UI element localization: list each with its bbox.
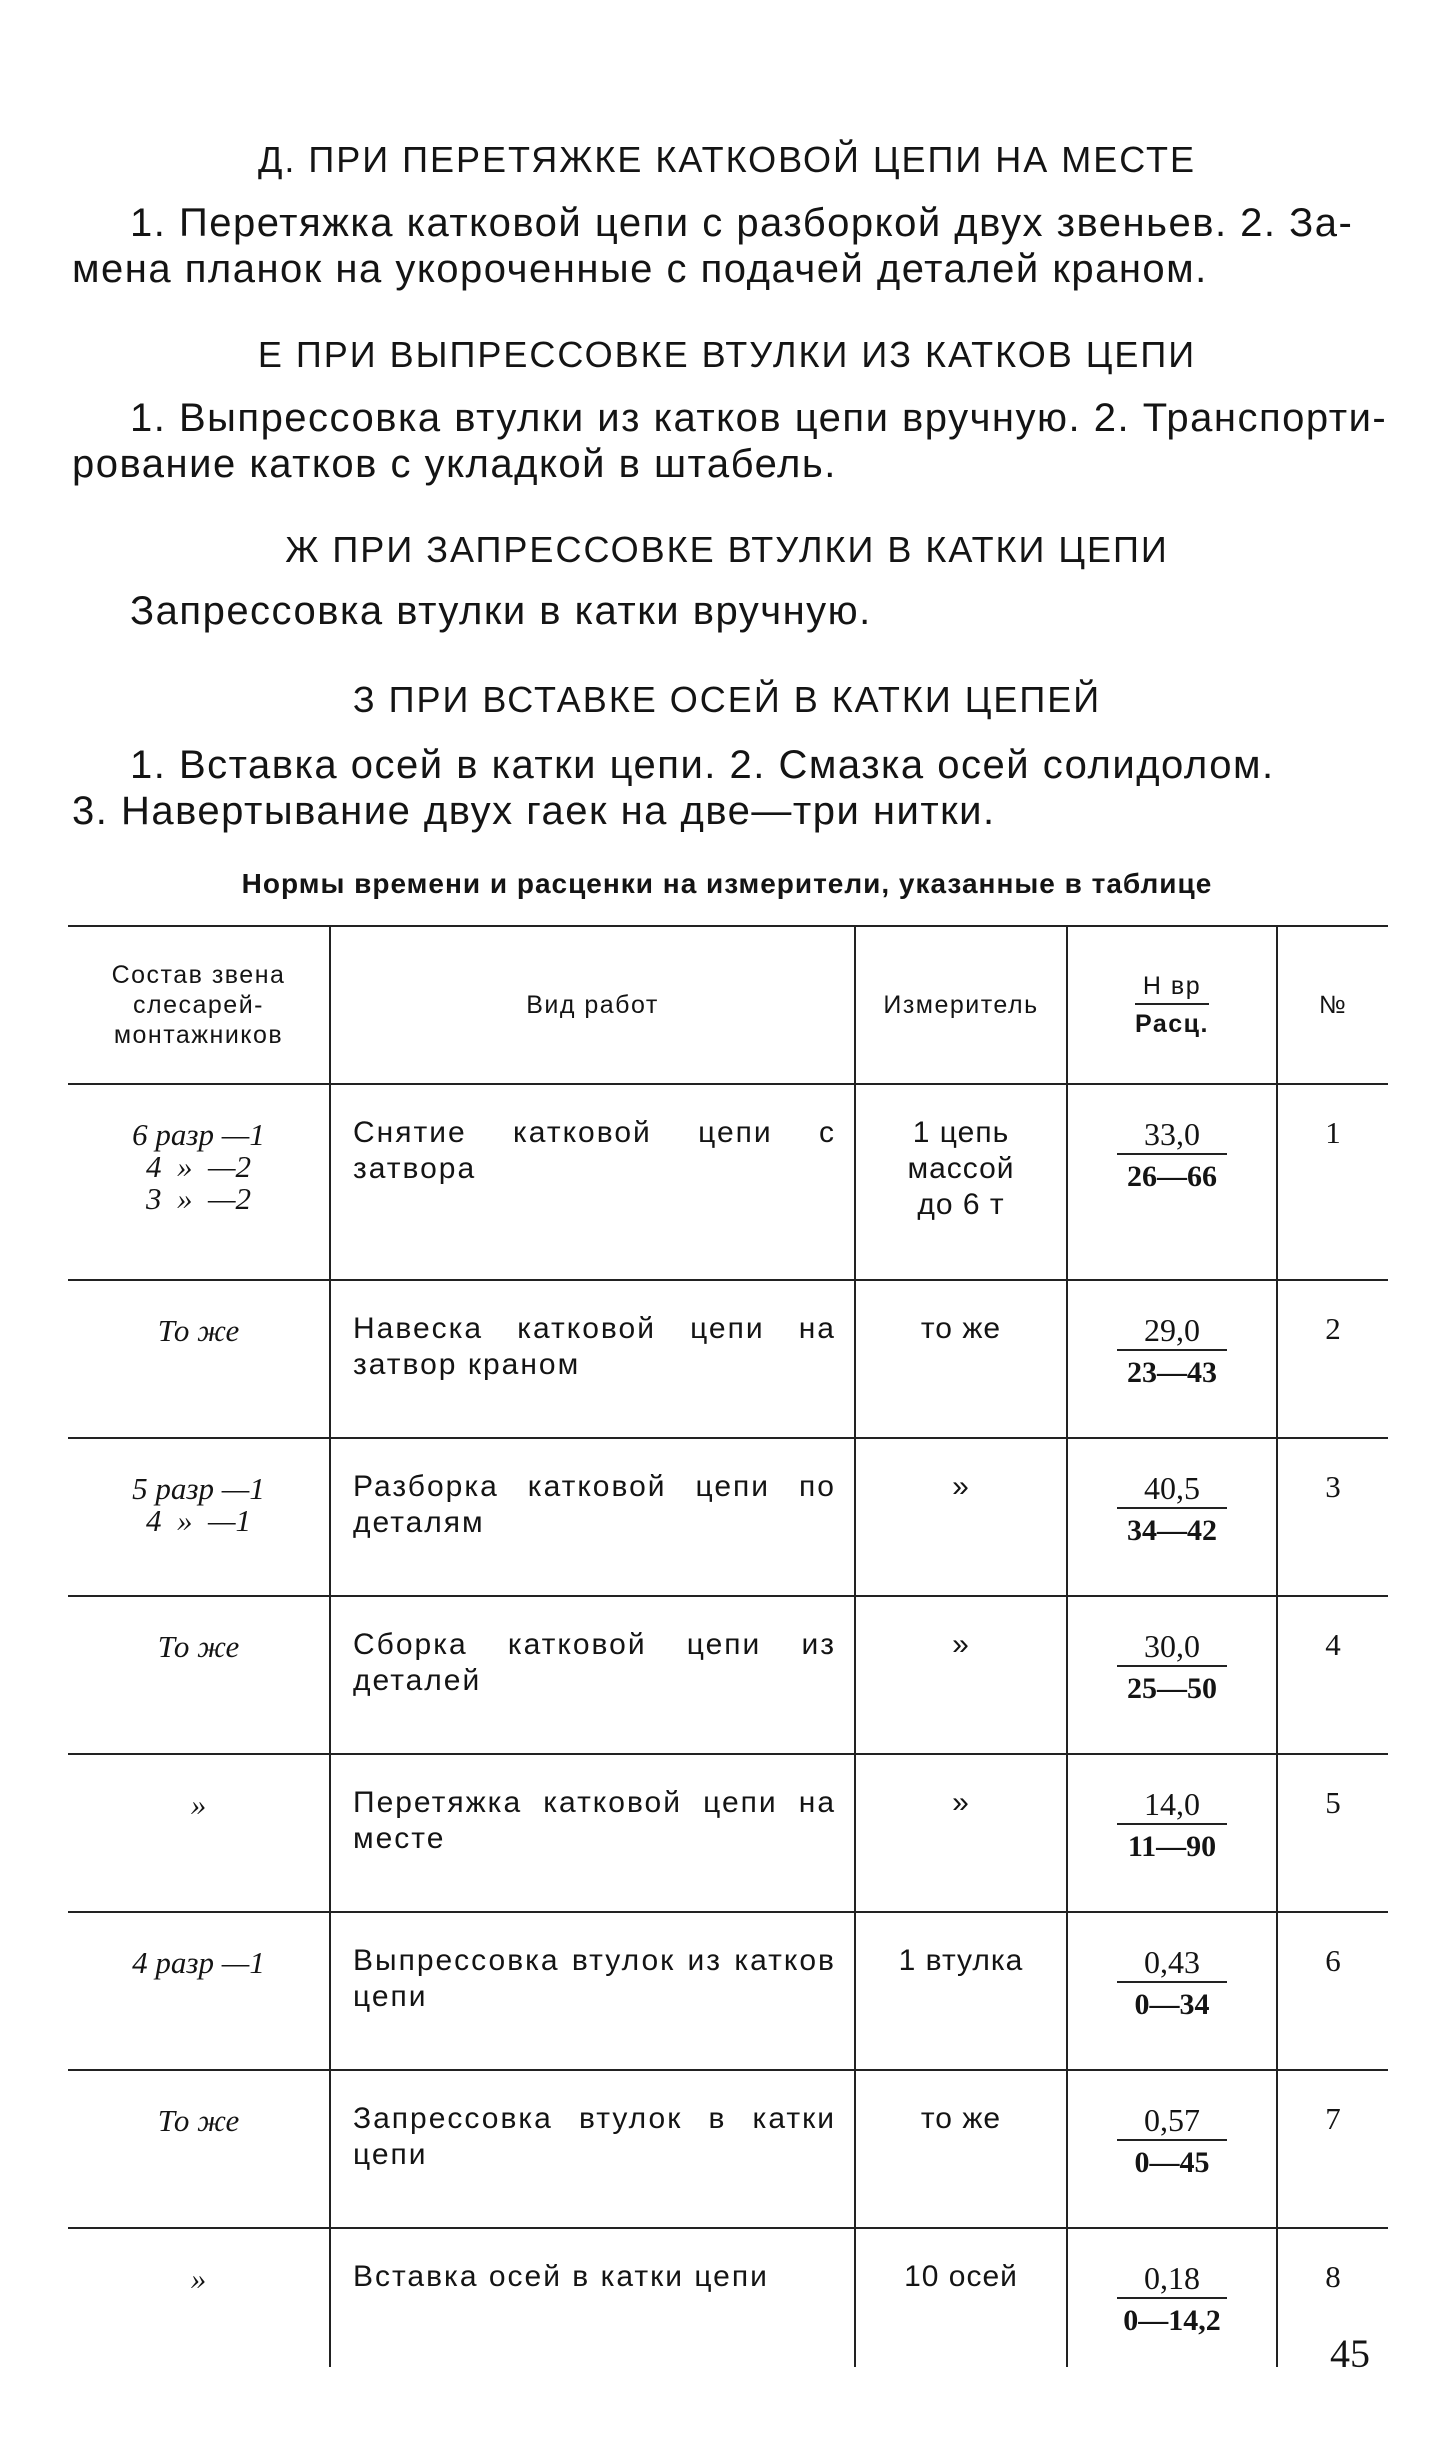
measure-cell bbox=[855, 1754, 1067, 1912]
table-body bbox=[68, 1084, 1388, 2367]
row-number: 7 bbox=[1277, 2070, 1388, 2228]
rate-price: 0—45 bbox=[1134, 2146, 1210, 2179]
norm-time: 33,0 bbox=[1117, 1115, 1227, 1155]
section-text-z bbox=[72, 742, 1394, 834]
text-line: рование катков с укладкой в штабель. bbox=[72, 442, 837, 486]
crew-cell bbox=[68, 1596, 330, 1754]
rate-price: 26—66 bbox=[1127, 1160, 1217, 1193]
crew-cell bbox=[68, 2228, 330, 2367]
measure-line: массой bbox=[907, 1152, 1015, 1185]
crew-line: 4 разр —1 bbox=[132, 1945, 265, 1980]
work-cell: Сборка катковой цепи из деталей bbox=[330, 1596, 855, 1754]
header-rate-fraction bbox=[1135, 971, 1209, 1039]
crew-cell bbox=[68, 1754, 330, 1912]
measure-line: » bbox=[952, 1628, 970, 1661]
rate-cell bbox=[1067, 1438, 1277, 1596]
header-rate bbox=[1067, 926, 1277, 1084]
measure-cell bbox=[855, 1438, 1067, 1596]
text-line: Запрессовка втулки в катки вручную. bbox=[130, 589, 872, 633]
work-cell: Перетяжка катковой цепи на месте bbox=[330, 1754, 855, 1912]
header-work: Вид работ bbox=[330, 926, 855, 1084]
table-header-row bbox=[68, 926, 1388, 1084]
table-row bbox=[68, 1912, 1388, 2070]
table-caption: Нормы времени и расценки на измерители, указанные в таблице bbox=[241, 868, 1213, 899]
table-row bbox=[68, 1280, 1388, 1438]
row-number: 1 bbox=[1277, 1084, 1388, 1280]
crew-cell bbox=[68, 2070, 330, 2228]
measure-line: 10 осей bbox=[904, 2260, 1018, 2293]
rate-cell bbox=[1067, 1596, 1277, 1754]
section-heading-e: Е ПРИ ВЫПРЕССОВКЕ ВТУЛКИ ИЗ КАТКОВ ЦЕПИ bbox=[257, 334, 1197, 375]
rate-cell bbox=[1067, 2070, 1277, 2228]
header-crew-line: монтажников bbox=[113, 1021, 284, 1049]
header-no: № bbox=[1277, 926, 1388, 1084]
rate-price: 0—14,2 bbox=[1123, 2304, 1221, 2337]
header-rate-num: Н вр bbox=[1135, 971, 1209, 1005]
table-row bbox=[68, 1596, 1388, 1754]
table-row bbox=[68, 1438, 1388, 1596]
text-line: 1. Перетяжка катковой цепи с разборкой двух звеньев. 2. За- bbox=[130, 201, 1354, 245]
rate-cell bbox=[1067, 1280, 1277, 1438]
row-number: 5 bbox=[1277, 1754, 1388, 1912]
section-text-zh bbox=[72, 588, 1394, 634]
measure-line: 1 втулка bbox=[898, 1944, 1024, 1977]
section-text-e bbox=[72, 395, 1394, 487]
table-row bbox=[68, 2228, 1388, 2367]
row-number: 4 bbox=[1277, 1596, 1388, 1754]
norm-time: 0,43 bbox=[1117, 1943, 1227, 1983]
text-line: 1. Вставка осей в катки цепи. 2. Смазка осей солидолом. bbox=[130, 743, 1275, 787]
crew-line: » bbox=[190, 2261, 207, 2296]
rate-price: 25—50 bbox=[1127, 1672, 1217, 1705]
measure-cell bbox=[855, 2070, 1067, 2228]
rate-price: 11—90 bbox=[1127, 1830, 1217, 1863]
crew-line: 5 разр —1 bbox=[132, 1471, 265, 1506]
measure-cell bbox=[855, 1084, 1067, 1280]
rate-cell bbox=[1067, 2228, 1277, 2367]
row-number: 8 bbox=[1277, 2228, 1388, 2367]
norm-time: 30,0 bbox=[1117, 1627, 1227, 1667]
crew-cell bbox=[68, 1280, 330, 1438]
norm-time: 14,0 bbox=[1117, 1785, 1227, 1825]
norms-table bbox=[68, 925, 1388, 2367]
header-rate-den: Расц. bbox=[1135, 1010, 1209, 1038]
header-crew bbox=[68, 926, 330, 1084]
norm-time: 40,5 bbox=[1117, 1469, 1227, 1509]
crew-line: То же bbox=[157, 1313, 240, 1348]
work-cell: Снятие катковой цепи с затвора bbox=[330, 1084, 855, 1280]
crew-cell bbox=[68, 1084, 330, 1280]
rate-price: 23—43 bbox=[1127, 1356, 1217, 1389]
crew-line: 4 » —2 bbox=[145, 1149, 252, 1184]
crew-line: То же bbox=[157, 2103, 240, 2138]
work-cell: Навеска катковой цепи на затвор краном bbox=[330, 1280, 855, 1438]
work-cell: Вставка осей в катки цепи bbox=[330, 2228, 855, 2367]
rate-price: 34—42 bbox=[1127, 1514, 1217, 1547]
measure-line: то же bbox=[920, 1312, 1002, 1345]
row-number: 2 bbox=[1277, 1280, 1388, 1438]
text-line: мена планок на укороченные с подачей деталей краном. bbox=[72, 247, 1208, 291]
crew-line: 6 разр —1 bbox=[132, 1117, 265, 1152]
norm-time: 0,18 bbox=[1117, 2259, 1227, 2299]
measure-line: » bbox=[952, 1470, 970, 1503]
crew-cell bbox=[68, 1912, 330, 2070]
measure-cell bbox=[855, 1596, 1067, 1754]
table-row bbox=[68, 1084, 1388, 1280]
rate-cell bbox=[1067, 1084, 1277, 1280]
header-crew-line: Состав звена bbox=[111, 961, 286, 989]
measure-line: 1 цепь bbox=[912, 1116, 1010, 1149]
measure-line: то же bbox=[920, 2102, 1002, 2135]
measure-cell bbox=[855, 1912, 1067, 2070]
section-heading-zh: Ж ПРИ ЗАПРЕССОВКЕ ВТУЛКИ В КАТКИ ЦЕПИ bbox=[285, 529, 1169, 570]
table-row bbox=[68, 2070, 1388, 2228]
measure-cell bbox=[855, 1280, 1067, 1438]
work-cell: Запрессовка втулок в катки цепи bbox=[330, 2070, 855, 2228]
header-crew-line: слесарей- bbox=[133, 991, 264, 1019]
section-heading-d: Д. ПРИ ПЕРЕТЯЖКЕ КАТКОВОЙ ЦЕПИ НА МЕСТЕ bbox=[257, 139, 1197, 180]
work-cell: Разборка катковой цепи по деталям bbox=[330, 1438, 855, 1596]
section-heading-z: З ПРИ ВСТАВКЕ ОСЕЙ В КАТКИ ЦЕПЕЙ bbox=[352, 679, 1102, 720]
row-number: 3 bbox=[1277, 1438, 1388, 1596]
row-number: 6 bbox=[1277, 1912, 1388, 2070]
page-number: 45 bbox=[1330, 2331, 1370, 2376]
header-measure: Измеритель bbox=[855, 926, 1067, 1084]
crew-line: То же bbox=[157, 1629, 240, 1664]
crew-cell bbox=[68, 1438, 330, 1596]
table-row bbox=[68, 1754, 1388, 1912]
norm-time: 29,0 bbox=[1117, 1311, 1227, 1351]
crew-line: 3 » —2 bbox=[145, 1181, 252, 1216]
crew-line: » bbox=[190, 1787, 207, 1822]
rate-cell bbox=[1067, 1912, 1277, 2070]
measure-line: » bbox=[952, 1786, 970, 1819]
rate-price: 0—34 bbox=[1134, 1988, 1210, 2021]
measure-cell bbox=[855, 2228, 1067, 2367]
work-cell: Выпрессовка втулок из катков цепи bbox=[330, 1912, 855, 2070]
rate-cell bbox=[1067, 1754, 1277, 1912]
crew-line: 4 » —1 bbox=[145, 1503, 252, 1538]
text-line: 3. Навертывание двух гаек на две—три нитки. bbox=[72, 789, 996, 833]
measure-line: до 6 т bbox=[917, 1188, 1005, 1221]
norm-time: 0,57 bbox=[1117, 2101, 1227, 2141]
text-line: 1. Выпрессовка втулки из катков цепи вручную. 2. Транспорти- bbox=[130, 396, 1388, 440]
section-text-d bbox=[72, 200, 1394, 292]
